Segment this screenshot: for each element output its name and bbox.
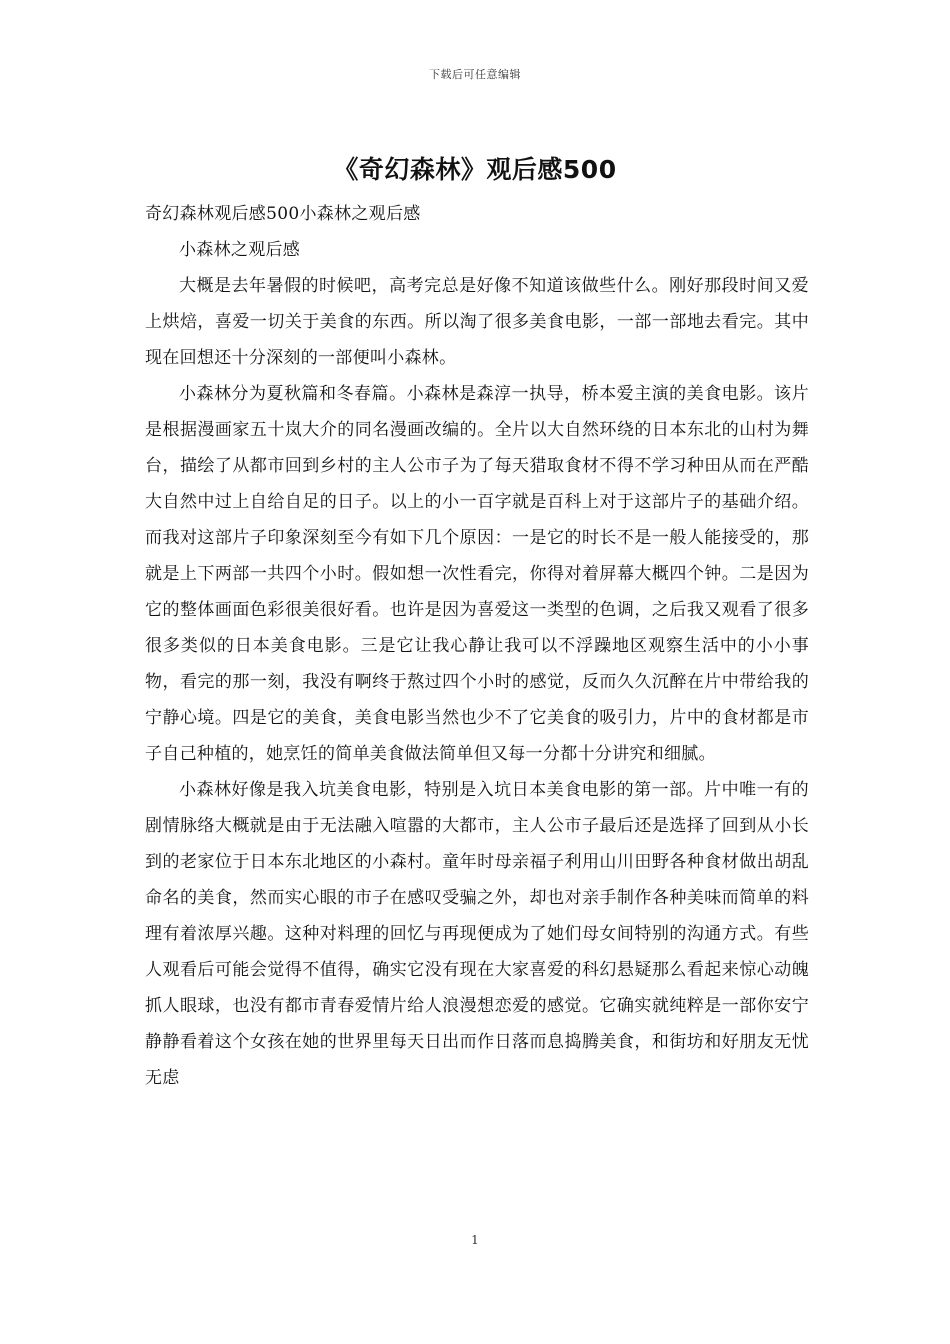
document-body <box>145 196 809 1096</box>
paragraph: 小森林好像是我入坑美食电影，特别是入坑日本美食电影的第一部。片中唯一有的剧情脉络大概就是由于无法融入喧嚣的大都市，主人公市子最后还是选择了回到从小长到的老家位于日本东北地区的小森村。童年时母亲福子利用山川田野各种食材做出胡乱命名的美食，然而实心眼的市子在感叹受骗之外，却也对亲手制作各种美味而简单的料理有着浓厚兴趣。这种对料理的回忆与再现便成为了她们母女间特别的沟通方式。有些人观看后可能会觉得不值得，确实它没有现在大家喜爱的科幻悬疑那么看起来惊心动魄抓人眼球，也没有都市青春爱情片给人浪漫想恋爱的感觉。它确实就纯粹是一部你安宁静静看着这个女孩在她的世界里每天日出而作日落而息捣腾美食，和街坊和好朋友无忧无虑 <box>145 780 809 1088</box>
paragraph: 大概是去年暑假的时候吧，高考完总是好像不知道该做些什么。刚好那段时间又爱上烘焙，喜爱一切关于美食的东西。所以淘了很多美食电影，一部一部地去看完。其中现在回想还十分深刻的一部便叫小森林。 <box>145 276 809 368</box>
paragraph: 小森林分为夏秋篇和冬春篇。小森林是森淳一执导，桥本爱主演的美食电影。该片是根据漫画家五十岚大介的同名漫画改编的。全片以大自然环绕的日本东北的山村为舞台，描绘了从都市回到乡村的主人公市子为了每天猎取食材不得不学习种田从而在严酷大自然中过上自给自足的日子。以上的小一百字就是百科上对于这部片子的基础介绍。而我对这部片子印象深刻至今有如下几个原因：一是它的时长不是一般人能接受的，那就是上下两部一共四个小时。假如想一次性看完，你得对着屏幕大概四个钟。二是因为它的整体画面色彩很美很好看。也许是因为喜爱这一类型的色调，之后我又观看了很多很多类似的日本美食电影。三是它让我心静让我可以不浮躁地区观察生活中的小小事物，看完的那一刻，我没有啊终于熬过四个小时的感觉，反而久久沉醉在片中带给我的宁静心境。四是它的美食，美食电影当然也少不了它美食的吸引力，片中的食材都是市子自己种植的，她烹饪的简单美食做法简单但又每一分都十分讲究和细腻。 <box>145 384 809 764</box>
subtitle-line: 奇幻森林观后感500小森林之观后感 <box>145 204 421 224</box>
paragraph-heading: 小森林之观后感 <box>179 240 301 260</box>
page-header-note: 下载后可任意编辑 <box>429 68 521 81</box>
document-title: 《奇幻森林》观后感500 <box>333 155 617 184</box>
page-number: 1 <box>471 1233 479 1247</box>
